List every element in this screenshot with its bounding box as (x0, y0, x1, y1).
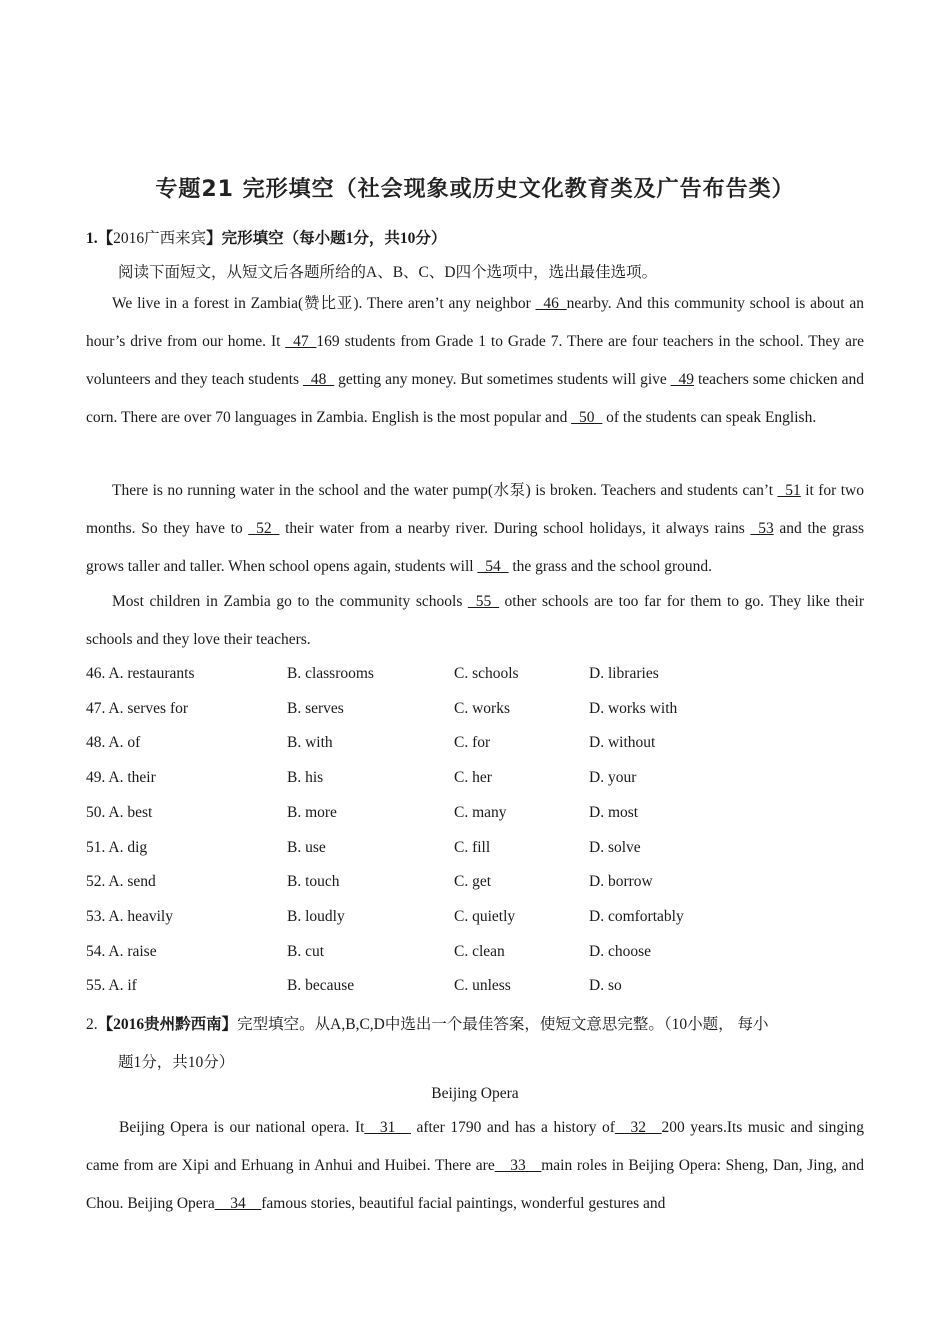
passage-text: of the students can speak English. (602, 409, 817, 426)
passage-text: other schools are too far for them to go. They like their schools and they love their teachers. (86, 593, 864, 648)
option-row (86, 734, 864, 756)
passage-title: Beijing Opera (431, 1085, 519, 1102)
option-c: C. get (454, 873, 492, 891)
option-b: B. touch (287, 873, 340, 891)
option-b: B. with (287, 734, 333, 752)
question-1-heading (86, 226, 864, 248)
option-d: D. works with (589, 699, 678, 717)
passage-text: nearby. And this community school is about an hour’s drive from our home. It (86, 295, 864, 350)
page-title: 专题21 完形填空（社会现象或历史文化教育类及广告布告类） (155, 177, 795, 202)
option-a: 55. A. if (86, 977, 137, 995)
option-b: B. serves (287, 699, 344, 717)
answer-blank: _47_ (285, 333, 317, 350)
passage-text: Most children in Zambia go to the community schools (112, 593, 468, 610)
option-row (86, 943, 864, 965)
option-d: D. libraries (589, 665, 659, 682)
source-bracket-close: 】 (206, 230, 222, 247)
option-a: 46. A. restaurants (86, 665, 195, 682)
option-c: C. fill (454, 838, 491, 856)
option-d: D. borrow (589, 873, 653, 891)
question-number: 2. (86, 1016, 98, 1033)
question-source: 2016广西来宾 (113, 230, 207, 247)
instruction-text: 阅读下面短文，从短文后各题所给的A、B、C、D四个选项中，选出最佳选项。 (118, 264, 658, 281)
option-d: D. so (589, 977, 622, 995)
option-d: D. solve (589, 838, 641, 856)
option-a: 54. A. raise (86, 942, 157, 960)
option-c: C. many (454, 803, 507, 821)
option-d: D. your (589, 769, 637, 787)
option-row (86, 908, 864, 930)
answer-blank: _48_ (303, 371, 335, 388)
answer-blank: __32__ (614, 1119, 662, 1136)
passage-text: the grass and the school ground. (508, 558, 713, 575)
option-a: 47. A. serves for (86, 699, 189, 717)
question-heading: 完型填空。从A,B,C,D中选出一个最佳答案，使短文意思完整。（10小题， 每小 (237, 1016, 769, 1033)
option-row (86, 804, 864, 826)
answer-blank: _53 (750, 520, 774, 537)
option-d: D. most (589, 803, 639, 821)
source-bracket-close: 】 (221, 1016, 238, 1033)
question-2-heading (86, 1012, 864, 1034)
passage-text: Beijing Opera is our national opera. It (119, 1119, 365, 1136)
option-c: C. for (454, 734, 491, 752)
option-c: C. works (454, 699, 510, 717)
option-c: C. schools (454, 665, 519, 682)
answer-blank: __34__ (214, 1195, 262, 1212)
option-c: C. her (454, 769, 492, 787)
answer-blank: _49 (670, 371, 694, 388)
passage-paragraph-2 (86, 472, 864, 586)
option-d: D. choose (589, 942, 651, 960)
source-bracket-open: 【 (97, 1016, 114, 1033)
answer-blank: __31__ (364, 1119, 411, 1136)
answer-blank: __33__ (494, 1157, 542, 1174)
passage-paragraph-3 (86, 583, 864, 659)
option-a: 49. A. their (86, 769, 156, 787)
passage-text: and the grass grows taller and taller. When school opens again, students will (86, 520, 864, 575)
question-source: 2016贵州黔西南 (113, 1016, 222, 1033)
option-c: C. quietly (454, 907, 516, 925)
passage-text: main roles in Beijing Opera: Sheng, Dan, Jing, and Chou. Beijing Opera (86, 1157, 864, 1212)
option-row (86, 977, 864, 999)
answer-blank: _52_ (248, 520, 280, 537)
passage-text: We live in a forest in Zambia(赞比亚). There aren’t any neighbor (112, 295, 536, 312)
answer-blank: _46_ (535, 295, 567, 312)
answer-blank: _54_ (477, 558, 509, 575)
option-a: 51. A. dig (86, 838, 148, 856)
option-row (86, 769, 864, 791)
question-heading: 完形填空（每小题1分，共10分） (221, 230, 447, 247)
option-a: 50. A. best (86, 803, 153, 821)
option-b: B. use (287, 838, 326, 856)
option-b: B. more (287, 803, 337, 821)
passage-text: teachers some chicken and corn. There are over 70 languages in Zambia. English is the most popular and (86, 371, 865, 426)
passage-text: 200 years.Its music and singing came from are Xipi and Erhuang in Anhui and Huibei. There are (86, 1119, 864, 1174)
question-number: 1. (86, 230, 98, 247)
passage-text: famous stories, beautiful facial paintings, wonderful gestures and (261, 1195, 666, 1212)
option-a: 53. A. heavily (86, 907, 173, 925)
passage-text: their water from a nearby river. During school holidays, it always rains (279, 520, 751, 537)
passage-text: getting any money. But sometimes students will give (334, 371, 671, 388)
option-b: B. classrooms (287, 665, 374, 682)
passage-paragraph-1 (86, 285, 864, 437)
option-c: C. unless (454, 977, 511, 995)
answer-blank: _55_ (467, 593, 499, 610)
option-a: 48. A. of (86, 734, 141, 752)
option-row (86, 665, 864, 687)
answer-blank: _50_ (571, 409, 603, 426)
option-d: D. comfortably (589, 907, 684, 925)
answer-blank: _51 (777, 482, 801, 499)
question-2-heading-continued: 题1分，共10分） (118, 1054, 235, 1071)
option-b: B. because (287, 977, 355, 995)
option-d: D. without (589, 734, 656, 752)
option-row (86, 839, 864, 861)
passage-text: after 1790 and has a history of (410, 1119, 615, 1136)
option-row (86, 700, 864, 722)
option-b: B. loudly (287, 907, 345, 925)
passage-text: it for two months. So they have to (86, 482, 865, 537)
option-c: C. clean (454, 942, 505, 960)
passage-text: 169 students from Grade 1 to Grade 7. There are four teachers in the school. They are volunteers and they teach students (86, 333, 864, 388)
option-b: B. cut (287, 942, 325, 960)
option-row (86, 873, 864, 895)
option-a: 52. A. send (86, 873, 156, 891)
passage-paragraph-1 (86, 1109, 864, 1223)
option-b: B. his (287, 769, 324, 787)
source-bracket-open: 【 (97, 230, 114, 247)
passage-text: There is no running water in the school and the water pump(水泵) is broken. Teachers and students can’t (112, 482, 778, 499)
